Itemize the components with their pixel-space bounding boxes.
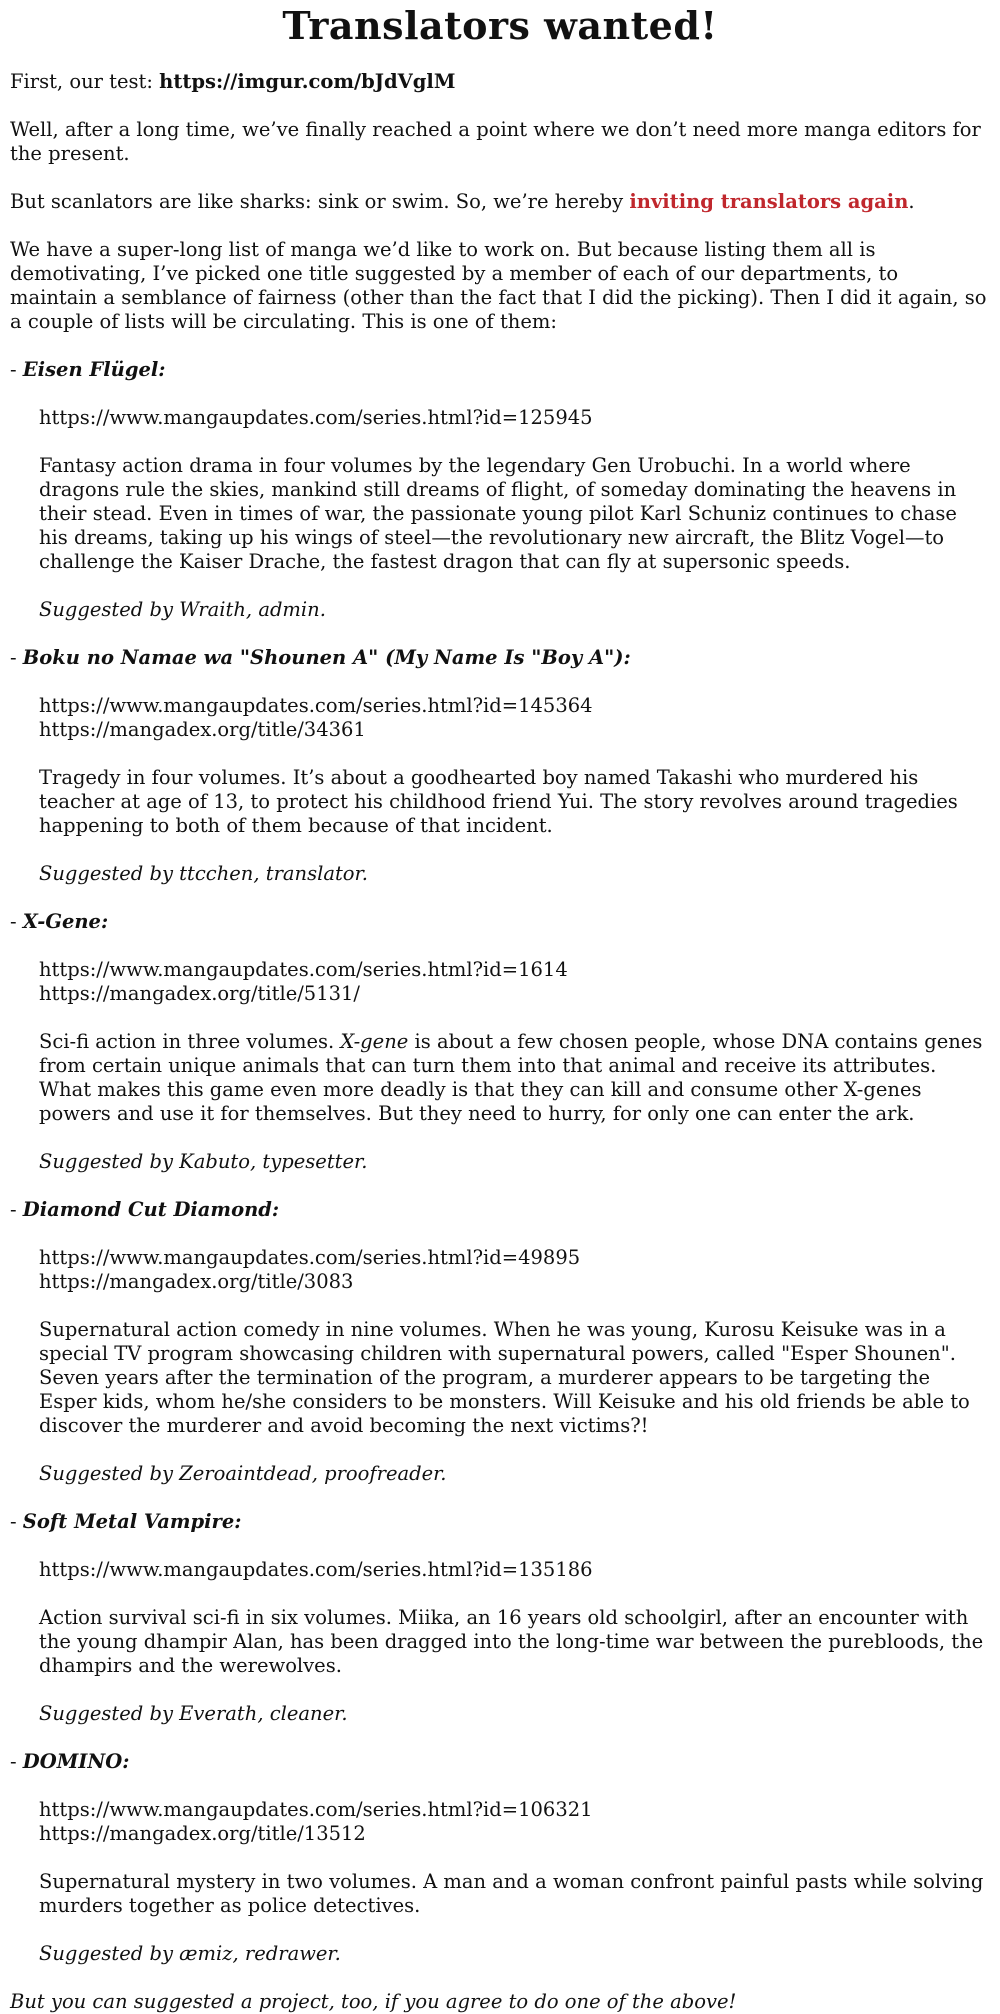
entry-link[interactable]: https://mangadex.org/title/5131/ xyxy=(39,982,360,1005)
entry-suggested-by: Suggested by æmiz, redrawer. xyxy=(39,1942,341,1965)
entry-link[interactable]: https://www.mangaupdates.com/series.html?id=1614 xyxy=(39,958,568,981)
entry-body xyxy=(10,1246,990,1486)
entry-desc-emphasis: X-gene xyxy=(340,1030,409,1053)
intro-p2-prefix: But scanlators are like sharks: sink or swim. So, we’re hereby xyxy=(10,190,630,213)
test-link[interactable]: https://imgur.com/bJdVglM xyxy=(159,70,456,93)
entry-links xyxy=(39,694,990,742)
intro-p2-suffix: . xyxy=(908,190,915,213)
entry-suggested-by: Suggested by Wraith, admin. xyxy=(39,598,326,621)
manga-entry xyxy=(10,1510,990,1726)
entry-body xyxy=(10,694,990,886)
entry-suggested-by: Suggested by Kabuto, typesetter. xyxy=(39,1150,368,1173)
entry-link[interactable]: https://mangadex.org/title/3083 xyxy=(39,1270,354,1293)
intro-p2-accent: inviting translators again xyxy=(629,190,909,213)
entry-link[interactable]: https://mangadex.org/title/13512 xyxy=(39,1822,366,1845)
entry-link[interactable]: https://www.mangaupdates.com/series.html?id=49895 xyxy=(39,1246,581,1269)
entry-links xyxy=(39,1558,990,1582)
manga-entry xyxy=(10,1750,990,1966)
intro-paragraph-3: We have a super-long list of manga we’d like to work on. But because listing them all is demotivating, I’ve picked one title suggested by a member of each of our departments, to maintain a semblance of fairness (other than the fact that I did the picking). Then I did it again, so a couple of lists will be circulating. This is one of them: xyxy=(10,238,987,333)
manga-entry xyxy=(10,646,990,886)
intro-paragraph-1: Well, after a long time, we’ve finally reached a point where we don’t need more manga editors for the present. xyxy=(10,118,981,165)
entry-heading: - X-Gene: xyxy=(10,910,109,933)
entry-title: Soft Metal Vampire: xyxy=(22,1510,242,1533)
entry-link[interactable]: https://www.mangaupdates.com/series.html?id=145364 xyxy=(39,694,593,717)
entry-body xyxy=(10,958,990,1174)
entry-heading: - Diamond Cut Diamond: xyxy=(10,1198,280,1221)
entry-description: Tragedy in four volumes. It’s about a goodhearted boy named Takashi who murdered his teacher at age of 13, to protect his childhood friend Yui. The story revolves around tragedies happening to both of them because of that incident. xyxy=(39,766,958,837)
page-title: Translators wanted! xyxy=(282,3,718,48)
entry-title: Eisen Flügel: xyxy=(22,358,166,381)
entry-links xyxy=(39,1798,990,1846)
manga-entry xyxy=(10,1198,990,1486)
entry-title: X-Gene: xyxy=(22,910,109,933)
entry-body xyxy=(10,406,990,622)
closing-line: But you can suggested a project, too, if you agree to do one of the above! xyxy=(10,1990,737,2013)
entry-suggested-by: Suggested by ttcchen, translator. xyxy=(39,862,368,885)
entry-body xyxy=(10,1798,990,1966)
entry-links xyxy=(39,1246,990,1294)
entry-title: Diamond Cut Diamond: xyxy=(22,1198,280,1221)
entry-heading: - DOMINO: xyxy=(10,1750,130,1773)
intro-paragraph-2 xyxy=(10,190,990,214)
entry-suggested-by: Suggested by Everath, cleaner. xyxy=(39,1702,348,1725)
entry-title: DOMINO: xyxy=(22,1750,130,1773)
entry-description: Fantasy action drama in four volumes by the legendary Gen Urobuchi. In a world where dragons rule the skies, mankind still dreams of flight, of someday dominating the heavens in their stead. Even in times of war, the passionate young pilot Karl Schuniz continues to chase his dreams, taking up his wings of steel—the revolutionary new aircraft, the Blitz Vogel—to challenge the Kaiser Drache, the fastest dragon that can fly at supersonic speeds. xyxy=(39,454,957,573)
entry-body xyxy=(10,1558,990,1726)
entry-link[interactable]: https://mangadex.org/title/34361 xyxy=(39,718,366,741)
entry-link[interactable]: https://www.mangaupdates.com/series.html?id=106321 xyxy=(39,1798,593,1821)
entry-desc-suffix: is about a few chosen people, whose DNA contains genes from certain unique animals that can turn them into that animal and receive its attributes. What makes this game even more deadly is that they can kill and consume other X-genes powers and use it for themselves. But they need to hurry, for only one can enter the ark. xyxy=(39,1030,983,1125)
entry-title: Boku no Namae wa "Shounen A" (My Name Is "Boy A"): xyxy=(22,646,631,669)
entry-heading: - Soft Metal Vampire: xyxy=(10,1510,242,1533)
test-paragraph xyxy=(10,70,990,94)
entry-heading: - Boku no Namae wa "Shounen A" (My Name Is "Boy A"): xyxy=(10,646,631,669)
entry-suggested-by: Suggested by Zeroaintdead, proofreader. xyxy=(39,1462,447,1485)
entry-description: Action survival sci-fi in six volumes. Miika, an 16 years old schoolgirl, after an encounter with the young dhampir Alan, has been dragged into the long-time war between the purebloods, the dhampirs and the werewolves. xyxy=(39,1606,984,1677)
entry-description: Supernatural action comedy in nine volumes. When he was young, Kurosu Keisuke was in a special TV program showcasing children with supernatural powers, called "Esper Shounen". Seven years after the termination of the program, a murderer appears to be targeting the Esper kids, whom he/she considers to be monsters. Will Keisuke and his old friends be able to discover the murderer and avoid becoming the next victims?! xyxy=(39,1318,970,1437)
entry-heading: - Eisen Flügel: xyxy=(10,358,166,381)
manga-entry xyxy=(10,910,990,1174)
entry-description: Supernatural mystery in two volumes. A man and a woman confront painful pasts while solving murders together as police detectives. xyxy=(39,1870,984,1917)
test-prefix: First, our test: xyxy=(10,70,160,93)
entry-link[interactable]: https://www.mangaupdates.com/series.html?id=125945 xyxy=(39,406,593,429)
manga-entry xyxy=(10,358,990,622)
entry-link[interactable]: https://www.mangaupdates.com/series.html?id=135186 xyxy=(39,1558,593,1581)
entry-links xyxy=(39,958,990,1006)
entry-desc-prefix: Sci-fi action in three volumes. xyxy=(39,1030,341,1053)
entry-links xyxy=(39,406,990,430)
entry-description xyxy=(39,1030,990,1126)
